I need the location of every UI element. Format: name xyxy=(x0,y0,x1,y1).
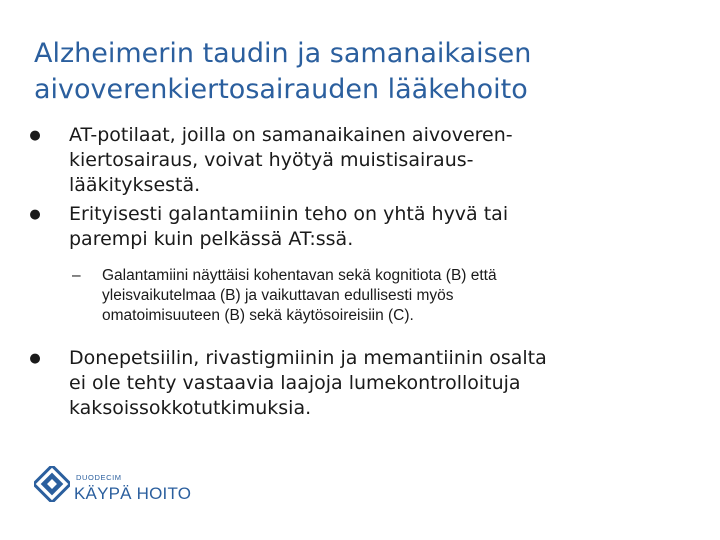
slide-title xyxy=(34,36,694,108)
bullet-dot-icon: ● xyxy=(29,128,41,143)
bullet-dot-icon: ● xyxy=(29,207,41,222)
bullet-item-1 xyxy=(28,123,688,198)
dash-icon: – xyxy=(72,267,81,284)
logo-kaypa-hoito-text: KÄYPÄ HOITO xyxy=(74,484,192,503)
bullet-2-line-1: Erityisesti galantamiinin teho on yhtä hyvä tai xyxy=(69,203,509,225)
slide-title-line-2: aivoverenkiertosairauden lääkehoito xyxy=(34,74,528,105)
bullet-item-3 xyxy=(28,346,688,421)
bullet-3-line-1: Donepetsiilin, rivastigmiinin ja memantiinin osalta xyxy=(69,347,547,369)
sub-bullet-item xyxy=(28,266,688,326)
logo-duodecim-text: DUODECIM xyxy=(76,473,122,482)
sub-bullet-line-1: Galantamiini näyttäisi kohentavan sekä kognitiota (B) että xyxy=(102,267,497,284)
kaypa-hoito-logo xyxy=(34,466,194,510)
bullet-2-line-2: parempi kuin pelkässä AT:ssä. xyxy=(69,228,354,250)
bullet-item-2 xyxy=(28,202,688,252)
bullet-1-line-3: lääkityksestä. xyxy=(69,174,201,196)
sub-bullet-line-2: yleisvaikutelmaa (B) ja vaikuttavan edullisesti myös xyxy=(102,287,454,304)
diamond-logo-icon xyxy=(34,466,70,502)
sub-bullet-line-3: omatoimisuuteen (B) sekä käytösoireisiin (C). xyxy=(102,307,414,324)
bullet-3-line-3: kaksoissokkotutkimuksia. xyxy=(69,397,312,419)
bullet-dot-icon: ● xyxy=(29,351,41,366)
bullet-3-line-2: ei ole tehty vastaavia laajoja lumekontrolloituja xyxy=(69,372,521,394)
slide-title-line-1: Alzheimerin taudin ja samanaikaisen xyxy=(34,38,532,69)
bullet-1-line-1: AT-potilaat, joilla on samanaikainen aivoveren- xyxy=(69,124,513,146)
bullet-1-line-2: kiertosairaus, voivat hyötyä muistisairaus- xyxy=(69,149,474,171)
slide-content xyxy=(28,123,688,425)
